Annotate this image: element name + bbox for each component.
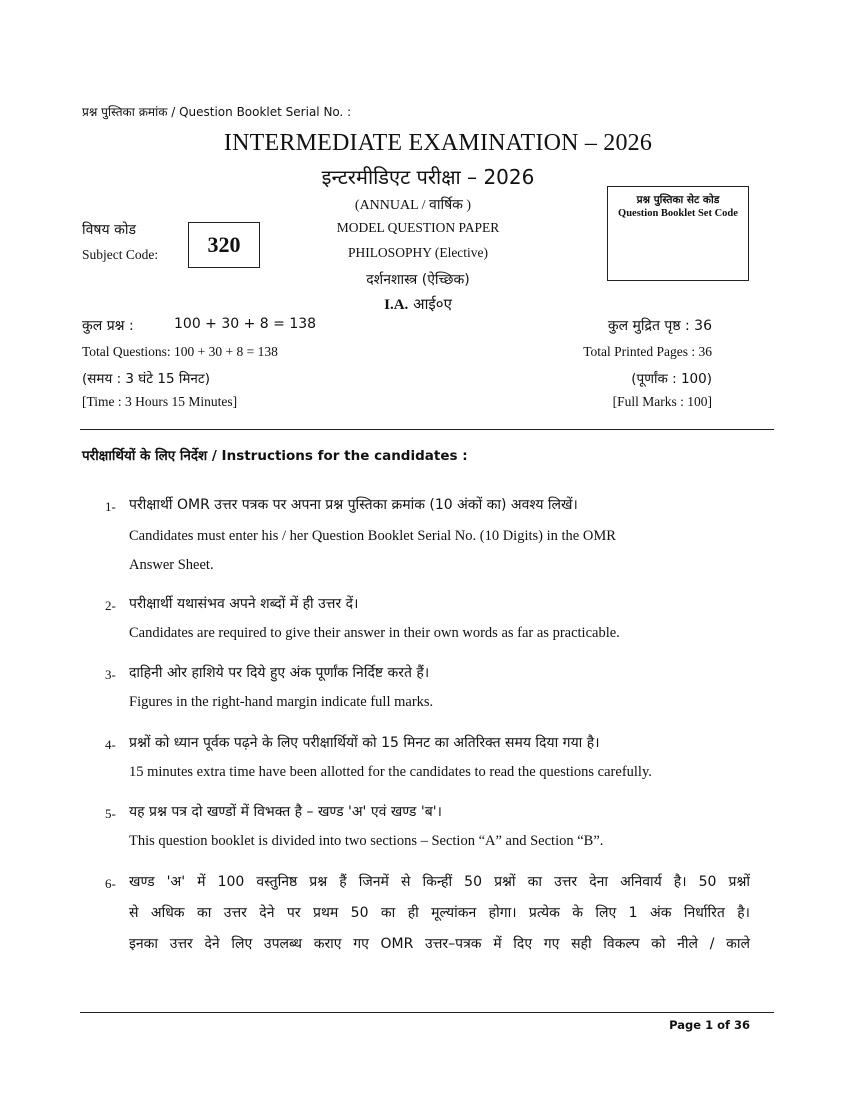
instruction-text-english: This question booklet is divided into two sections – Section “A” and Section “B”. bbox=[129, 833, 604, 849]
page-number: Page 1 of 36 bbox=[669, 1018, 750, 1032]
subject-code-box bbox=[188, 222, 260, 268]
header-divider bbox=[80, 429, 774, 430]
time-hindi: (समय : 3 घंटे 15 मिनट) bbox=[82, 371, 210, 387]
model-paper-label: MODEL QUESTION PAPER bbox=[336, 220, 500, 235]
instruction-text-english: Figures in the right-hand margin indicate full marks. bbox=[129, 694, 434, 710]
set-code-label-english: Question Booklet Set Code bbox=[618, 208, 738, 219]
instruction-text-english: Candidates must enter his / her Question Booklet Serial No. (10 Digits) in the OMR bbox=[129, 528, 616, 544]
instruction-number: 6- bbox=[105, 876, 116, 891]
instruction-number: 5- bbox=[105, 806, 116, 821]
class-label-english: I.A. bbox=[384, 297, 409, 313]
instruction-text-hindi: यह प्रश्न पत्र दो खण्डों में विभक्त है – खण्ड 'अ' एवं खण्ड 'ब'। bbox=[129, 804, 442, 820]
instruction-text-english: 15 minutes extra time have been allotted for the candidates to read the questions carefully. bbox=[129, 764, 652, 780]
total-questions-hindi-label: कुल प्रश्न : bbox=[82, 318, 134, 334]
subject-name-hindi: दर्शनशास्त्र (ऐच्छिक) bbox=[366, 272, 470, 288]
full-marks-hindi: (पूर्णांक : 100) bbox=[631, 371, 712, 387]
instruction-text-hindi: प्रश्नों को ध्यान पूर्वक पढ़ने के लिए परीक्षार्थियों को 15 मिनट का अतिरिक्त समय दिया गया है। bbox=[129, 735, 600, 751]
instruction-number: 4- bbox=[105, 737, 116, 752]
annual-label: (ANNUAL / वार्षिक ) bbox=[354, 198, 472, 213]
subject-name-english: PHILOSOPHY (Elective) bbox=[347, 245, 489, 260]
subject-code-value: 320 bbox=[207, 232, 241, 257]
booklet-set-code-box bbox=[607, 186, 749, 281]
instruction-number: 3- bbox=[105, 667, 116, 682]
exam-title-hindi: इन्टरमीडिएट परीक्षा – 2026 bbox=[321, 165, 535, 189]
instruction-number: 1- bbox=[105, 499, 116, 514]
footer-divider bbox=[80, 1012, 774, 1013]
printed-pages-english: Total Printed Pages : 36 bbox=[583, 344, 712, 359]
class-label-hindi: आई०ए bbox=[413, 295, 452, 313]
full-marks-english: [Full Marks : 100] bbox=[612, 394, 712, 409]
instruction-text-hindi-cont: से अधिक का उत्तर देने पर प्रथम 50 का ही मूल्यांकन होगा। प्रत्येक के लिए 1 अंक निर्धारित है। bbox=[129, 905, 750, 921]
total-questions-english: Total Questions: 100 + 30 + 8 = 138 bbox=[82, 344, 278, 359]
set-code-label-hindi: प्रश्न पुस्तिका सेट कोड bbox=[636, 194, 720, 206]
instruction-text-hindi: दाहिनी ओर हाशिये पर दिये हुए अंक पूर्णांक निर्दिष्ट करते हैं। bbox=[129, 665, 430, 681]
class-label bbox=[0, 294, 836, 314]
subject-code-label-hindi: विषय कोड bbox=[82, 222, 136, 238]
printed-pages-hindi: कुल मुद्रित पृष्ठ : 36 bbox=[607, 318, 712, 334]
instruction-text-hindi-cont: इनका उत्तर देने लिए उपलब्ध कराए गए OMR उत्तर–पत्रक में दिए गए सही विकल्प को नीले / काले bbox=[129, 936, 750, 952]
instruction-text-hindi: परीक्षार्थी यथासंभव अपने शब्दों में ही उत्तर दें। bbox=[129, 596, 359, 612]
total-questions-hindi-value: 100 + 30 + 8 = 138 bbox=[174, 316, 317, 332]
instruction-text-english-cont: Answer Sheet. bbox=[129, 557, 214, 573]
subject-code-label-english: Subject Code: bbox=[82, 247, 159, 262]
instruction-text-hindi: खण्ड 'अ' में 100 वस्तुनिष्ठ प्रश्न हैं जिनमें से किन्हीं 50 प्रश्नों का उत्तर देना अनिवार्य है। 50 प्रश्नों bbox=[129, 874, 750, 890]
instruction-text-english: Candidates are required to give their answer in their own words as far as practicable. bbox=[129, 625, 620, 641]
question-booklet-serial-label: प्रश्न पुस्तिका क्रमांक / Question Booklet Serial No. : bbox=[82, 105, 352, 119]
time-english: [Time : 3 Hours 15 Minutes] bbox=[82, 394, 238, 409]
instruction-text-hindi: परीक्षार्थी OMR उत्तर पत्रक पर अपना प्रश्न पुस्तिका क्रमांक (10 अंकों का) अवश्य लिखें। bbox=[129, 497, 578, 513]
exam-title-english: INTERMEDIATE EXAMINATION – 2026 bbox=[223, 130, 653, 156]
instruction-number: 2- bbox=[105, 598, 116, 613]
instructions-heading: परीक्षार्थियों के लिए निर्देश / Instructions for the candidates : bbox=[82, 448, 468, 464]
